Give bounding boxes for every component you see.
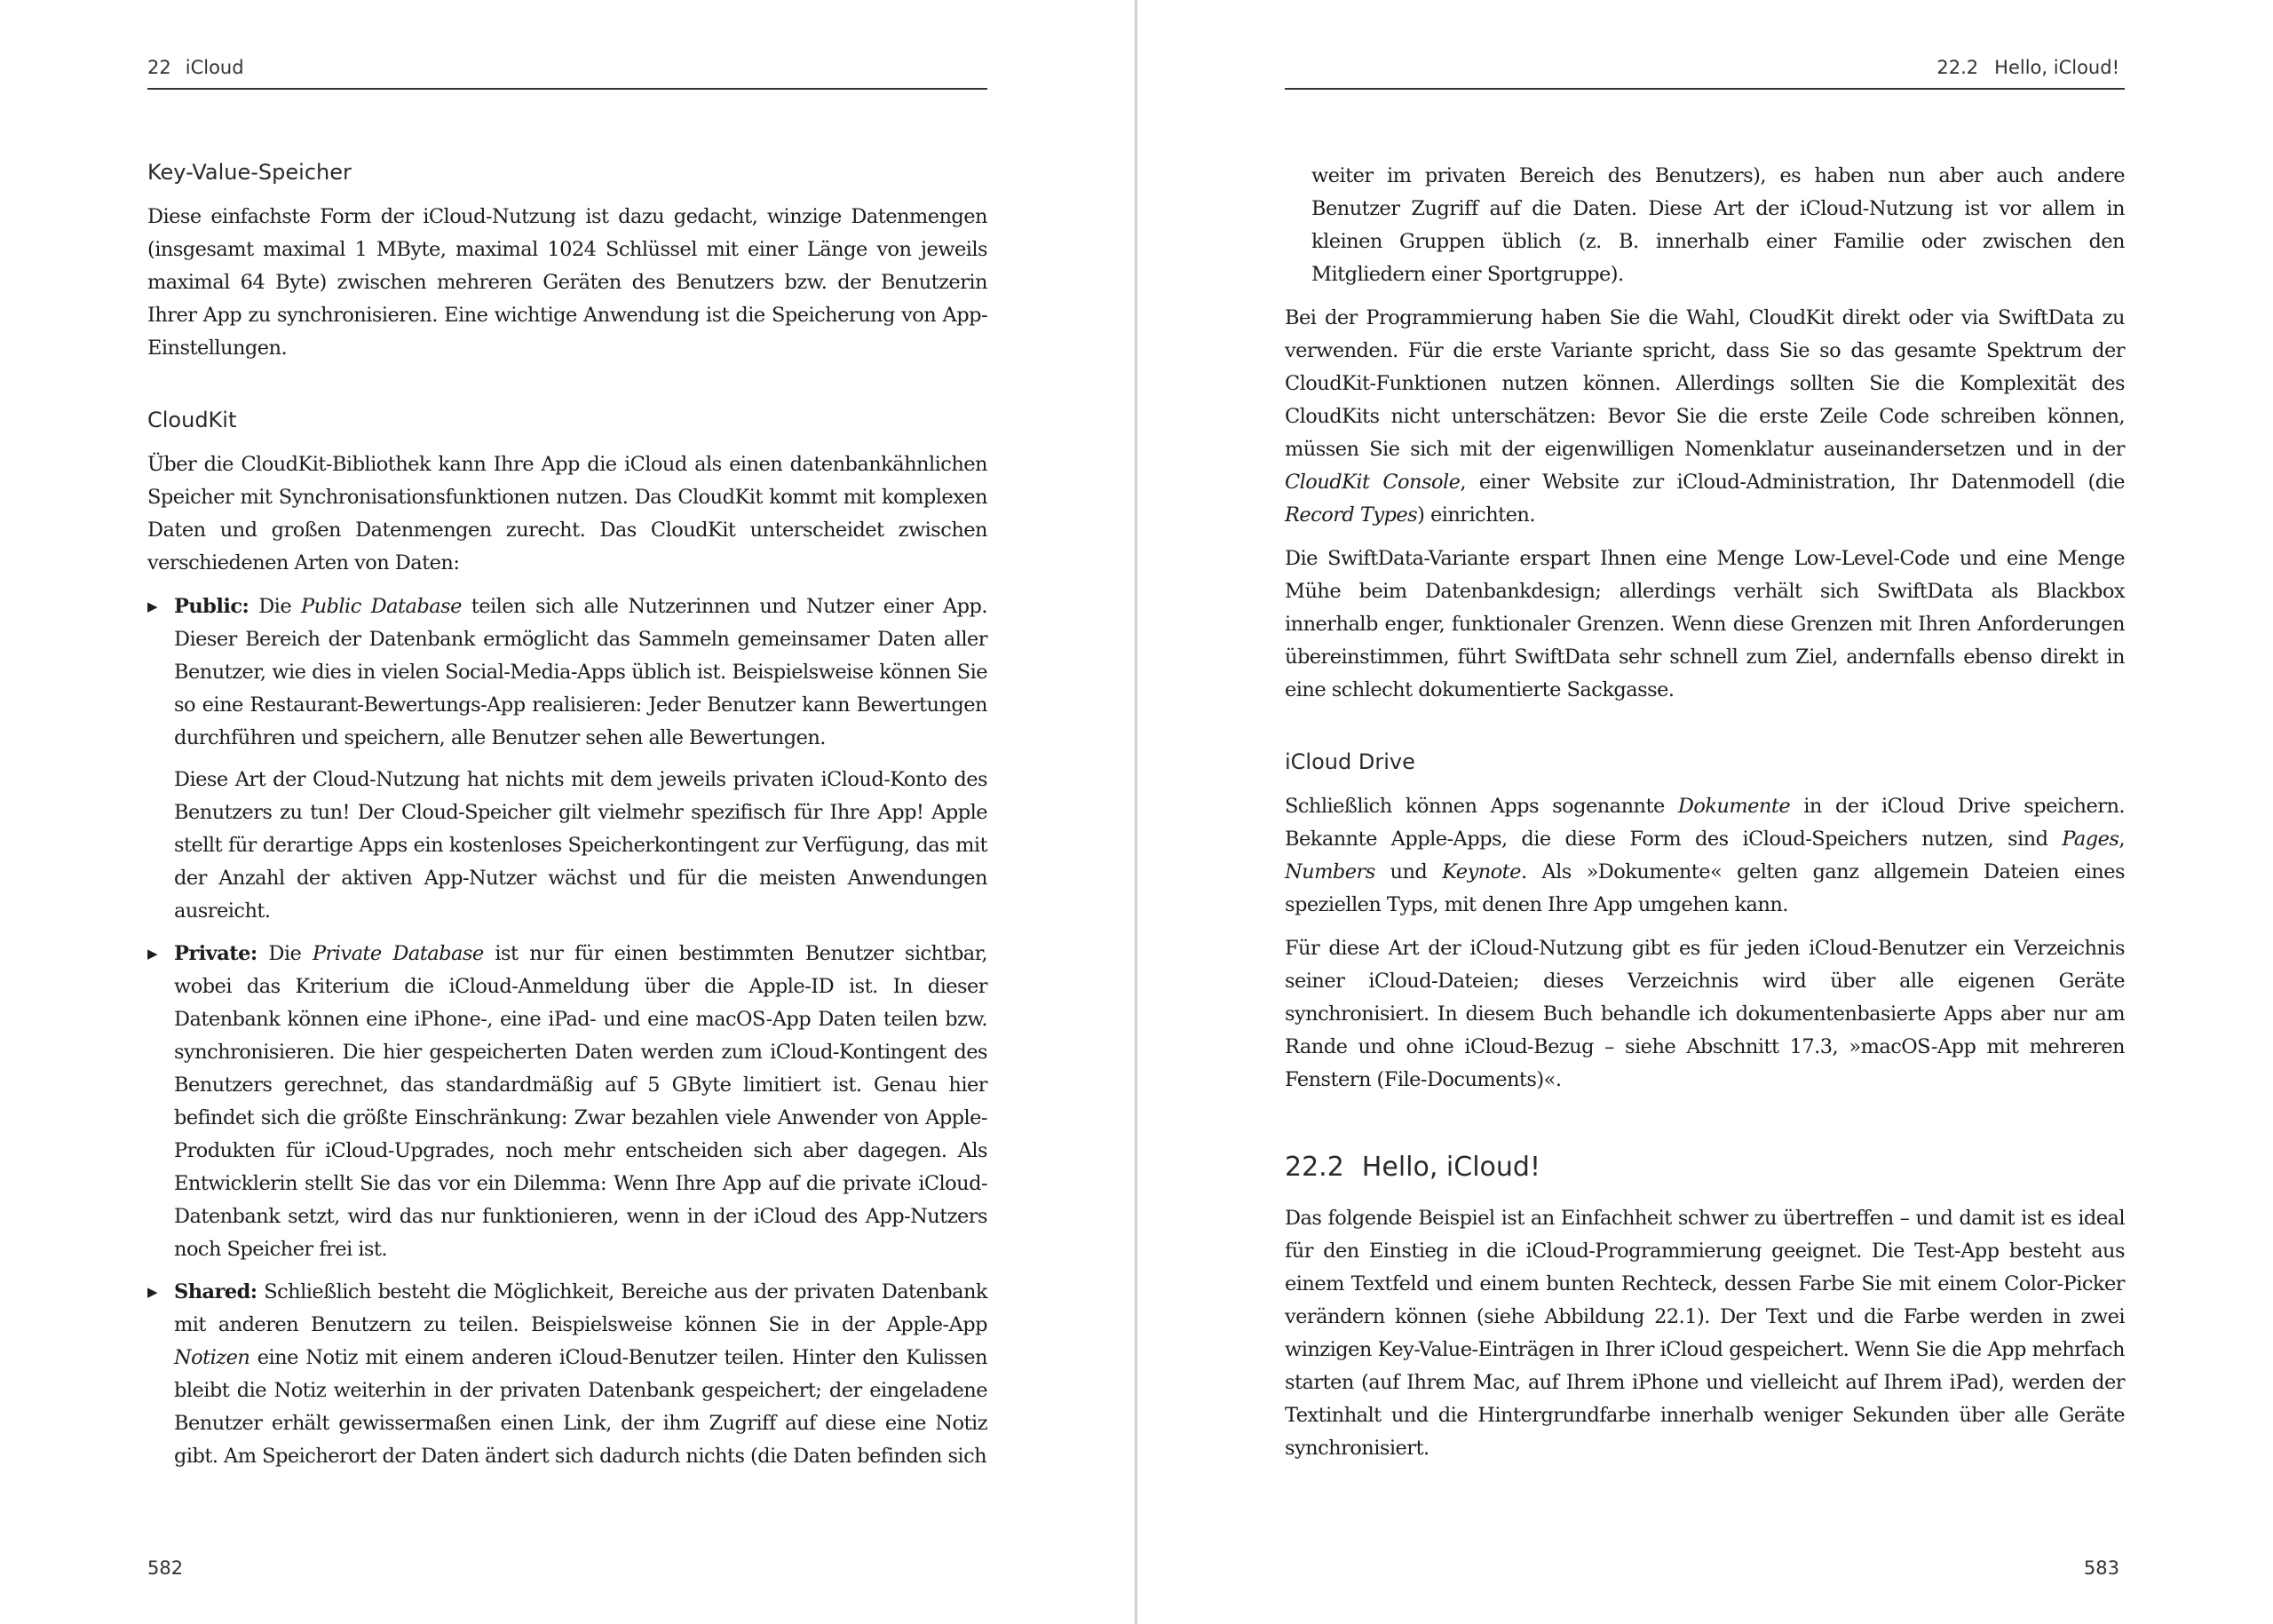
left-page: [0, 0, 1135, 1624]
term-public-database: Public Database: [301, 595, 462, 618]
paragraph-hello-icloud: Das folgende Beispiel ist an Einfachheit schwer zu übertreffen – und damit ist es ideal für den Einstieg in die iCloud-Programmierung geeignet. Die Test-App besteht aus einem Textfeld und einem bunten Rechteck, dessen Farbe Sie mit einem Color-Picker verändern können (siehe Abbildung 22.1). Der Text und die Farbe werden in zwei winzigen Key-Value-Einträgen in Ihrer iCloud gespeichert. Wenn Sie die App mehrfach starten (auf Ihrem Mac, auf Ihrem iPhone und vielleicht auf Ihrem iPad), werden der Textinhalt und die Hintergrundfarbe innerhalb weniger Sekunden über alle Geräte synchronisiert.: [1285, 1207, 2125, 1460]
term-numbers: Numbers: [1285, 860, 1375, 883]
term-dokumente: Dokumente: [1677, 795, 1791, 818]
paragraph-shared: Shared: Schließlich besteht die Möglichkeit, Bereiche aus der privaten Datenbank mit anderen Benutzern zu teilen. Beispielsweise können Sie in der Apple-App Notizen eine Notiz mit einem anderen iCloud-Benutzer teilen. Hinter den Kulissen bleibt die Notiz weiterhin in der privaten Datenbank gespeichert; der eingeladene Benutzer erhält gewissermaßen einen Link, der ihm Zugriff auf diese eine Notiz gibt. Am Speicherort der Daten ändert sich dadurch nichts (die Daten befinden sich: [174, 1280, 987, 1468]
left-page-body: [147, 160, 987, 1483]
cloudkit-database-list: [147, 590, 987, 1473]
term-pages: Pages: [2062, 828, 2119, 851]
header-rule: [1285, 88, 2125, 90]
header-rule: [147, 88, 987, 90]
list-item-private: [147, 938, 987, 1266]
bullet-label-shared: Shared:: [174, 1280, 257, 1303]
paragraph-key-value: Diese einfachste Form der iCloud-Nutzung ist dazu gedacht, winzige Datenmengen (insgesamt maximal 1 MByte, maximal 1024 Schlüssel mit einer Länge von jeweils maximal 64 Byte) zwischen mehreren Geräten des Benutzers bzw. der Benutzerin Ihrer App zu synchronisieren. Eine wichtige Anwendung ist die Speicherung von App-Einstellungen.: [147, 205, 987, 360]
paragraph-public: Public: Die Public Database teilen sich alle Nutzerinnen und Nutzer einer App. Dieser Bereich der Datenbank ermöglicht das Sammeln gemeinsamer Daten aller Benutzer, wie dies in vielen Social-Media-Apps üblich ist. Beispielsweise können Sie so eine Restaurant-Bewertungs-App realisieren: Jeder Benutzer kann Bewertungen durchführen und speichern, alle Benutzer sehen alle Bewertungen.: [174, 595, 987, 749]
list-item-public: [147, 590, 987, 928]
paragraph-cloudkit-intro: Über die CloudKit-Bibliothek kann Ihre App die iCloud als einen datenbankähnlichen Speicher mit Synchronisationsfunktionen nutzen. Das CloudKit kommt mit komplexen Daten und großen Datenmengen zurecht. Das CloudKit unterscheidet zwischen verschiedenen Arten von Daten:: [147, 453, 987, 574]
paragraph-icloud-drive: Schließlich können Apps sogenannte Dokumente in der iCloud Drive speichern. Bekannte Apple-Apps, die diese Form des iCloud-Speichers nutzen, sind Pages, Numbers und Keynote. Als »Dokumente« gelten ganz allgemein Dateien eines speziellen Typs, mit denen Ihre App umgehen kann.: [1285, 795, 2125, 916]
section-heading-number: 22.2: [1285, 1152, 1344, 1183]
right-page-body: [1285, 160, 2125, 1476]
bullet-label-private: Private:: [174, 942, 257, 965]
section-title: Hello, iCloud!: [1994, 57, 2119, 78]
paragraph-swiftdata: Die SwiftData-Variante erspart Ihnen eine Menge Low-Level-Code und eine Menge Mühe beim Datenbankdesign; allerdings verhält sich SwiftData als Blackbox innerhalb enger, funktionaler Grenzen. Wenn diese Grenzen mit Ihren Anforderungen übereinstimmen, führt SwiftData sehr schnell zum Ziel, andernfalls ebenso direkt in eine schlecht dokumentierte Sackgasse.: [1285, 547, 2125, 701]
term-notizen: Notizen: [174, 1346, 250, 1369]
page-number-left: 582: [147, 1557, 184, 1579]
paragraph-icloud-drive-directory: Für diese Art der iCloud-Nutzung gibt es für jeden iCloud-Benutzer ein Verzeichnis seiner iCloud-Dateien; dieses Verzeichnis wird über alle eigenen Geräte synchronisiert. In diesem Buch behandle ich dokumentenbasierte Apps aber nur am Rande und ohne iCloud-Bezug – siehe Abschnitt 17.3, »macOS-App mit mehreren Fenstern (File-Documents)«.: [1285, 937, 2125, 1091]
list-item-shared: [147, 1276, 987, 1473]
paragraph-private: Private: Die Private Database ist nur für einen bestimmten Benutzer sichtbar, wobei das Kriterium die iCloud-Anmeldung über die Apple-ID ist. In dieser Datenbank können eine iPhone-, eine iPad- und eine macOS-App Daten teilen bzw. synchronisieren. Die hier gespeicherten Daten werden zum iCloud-Kontingent des Benutzers gerechnet, das standardmäßig auf 5 GByte limitiert ist. Genau hier befindet sich die größte Einschränkung: Zwar bezahlen viele Anwender von Apple-Produkten für iCloud-Upgrades, noch mehr entscheiden sich aber dagegen. Als Entwicklerin stellt Sie das vor ein Dilemma: Wenn Ihre App auf die private iCloud-Datenbank setzt, wird das nur funktionieren, wenn in der iCloud des App-Nutzers noch Speicher frei ist.: [174, 942, 988, 1261]
chapter-number: 22: [147, 57, 171, 78]
section-heading-key-value: Key-Value-Speicher: [147, 160, 352, 185]
term-record-types: Record Types: [1285, 503, 1418, 527]
paragraph-programming: Bei der Programmierung haben Sie die Wahl, CloudKit direkt oder via SwiftData zu verwenden. Für die erste Variante spricht, dass Sie so das gesamte Spektrum der CloudKit-Funktionen nutzen können. Allerdings sollten Sie die Komplexität des CloudKits nicht unterschätzen: Bevor Sie die erste Zeile Code schreiben können, müssen Sie sich mit der eigenwilligen Nomenklatur auseinandersetzen und in der CloudKit Console, einer Website zur iCloud-Administration, Ihr Datenmodell (die Record Types) einrichten.: [1285, 306, 2125, 527]
section-heading-icloud-drive: iCloud Drive: [1285, 749, 1415, 774]
bullet-label-public: Public:: [174, 595, 249, 618]
term-keynote: Keynote: [1442, 860, 1521, 883]
bullet-arrow-icon: ▶: [147, 598, 158, 614]
section-heading-cloudkit: CloudKit: [147, 408, 237, 432]
section-heading-title: Hello, iCloud!: [1361, 1152, 1540, 1183]
section-number: 22.2: [1936, 57, 1979, 78]
page-number-right: 583: [2083, 1557, 2119, 1579]
term-private-database: Private Database: [312, 942, 484, 965]
bullet-arrow-icon: ▶: [147, 946, 158, 962]
paragraph-public-note: Diese Art der Cloud-Nutzung hat nichts mit dem jeweils privaten iCloud-Konto des Benutzers zu tun! Der Cloud-Speicher gilt vielmehr spezifisch für Ihre App! Apple stellt für derartige Apps ein kostenloses Speicherkontingent zur Verfügung, das mit der Anzahl der aktiven App-Nutzer wächst und für die meisten Anwendungen ausreicht.: [174, 768, 987, 923]
chapter-title: iCloud: [185, 57, 244, 78]
paragraph-shared-continuation: weiter im privaten Bereich des Benutzers), es haben nun aber auch andere Benutzer Zugriff auf die Daten. Diese Art der iCloud-Nutzung ist vor allem in kleinen Gruppen üblich (z. B. innerhalb einer Familie oder zwischen den Mitgliedern einer Sportgruppe).: [1311, 164, 2125, 286]
right-page: [1137, 0, 2273, 1624]
bullet-arrow-icon: ▶: [147, 1284, 158, 1300]
running-head-left: [147, 57, 244, 78]
term-cloudkit-console: CloudKit Console: [1285, 471, 1461, 494]
section-heading-hello-icloud: [1285, 1152, 2125, 1183]
running-head-right: [1936, 57, 2119, 78]
